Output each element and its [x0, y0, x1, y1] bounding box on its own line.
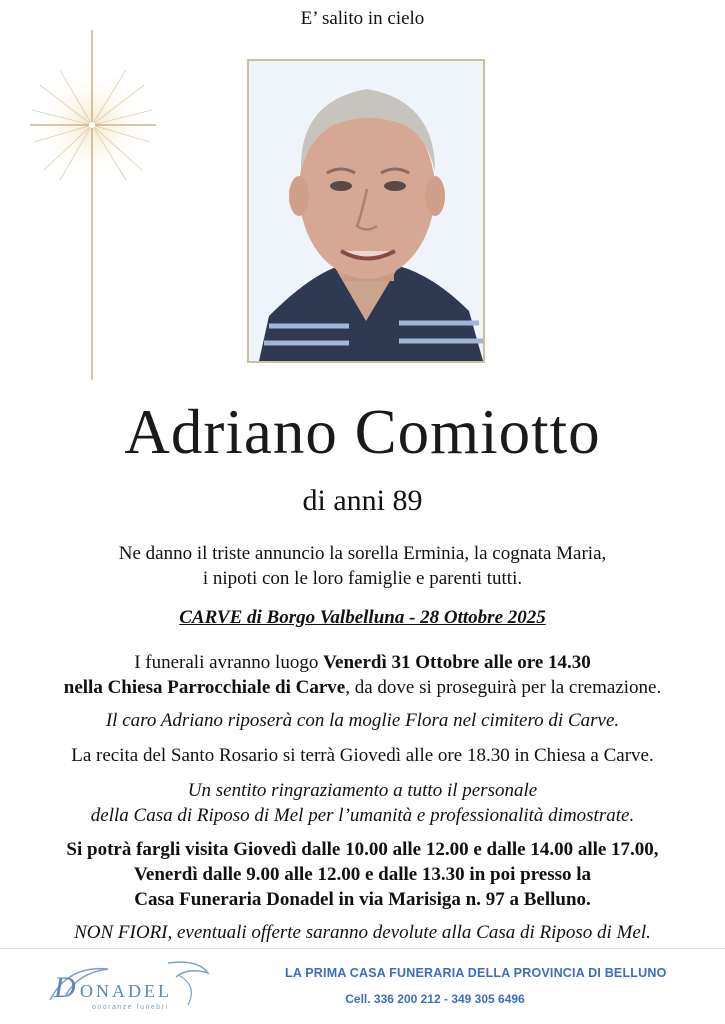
deceased-age: di anni 89 — [302, 484, 423, 517]
portrait-photo — [247, 59, 485, 363]
svg-text:onoranze funebri: onoranze funebri — [92, 1004, 169, 1011]
rosary-note: La recita del Santo Rosario si terrà Giovedì alle ore 18.30 in Chiesa a Carve. — [71, 745, 654, 766]
funeral-details — [0, 650, 725, 700]
thanks-note — [0, 778, 725, 828]
announcement-line-1: Ne danno il triste annuncio la sorella Erminia, la cognata Maria, — [118, 543, 607, 564]
funeral-church: nella Chiesa Parrocchiale di Carve — [63, 677, 346, 698]
visiting-line-1: Si potrà fargli visita Giovedì dalle 10.00 alle 12.00 e dalle 14.00 alle 17.00, — [66, 839, 659, 860]
visiting-line-2: Venerdì dalle 9.00 alle 12.00 e dalle 13.30 in poi presso la — [133, 864, 592, 885]
deceased-name: Adriano Comiotto — [124, 397, 601, 467]
thanks-line-1: Un sentito ringraziamento a tutto il personale — [187, 780, 538, 801]
burial-note: Il caro Adriano riposerà con la moglie Flora nel cimitero di Carve. — [105, 710, 620, 731]
footer-phone: Cell. 336 200 212 - 349 305 6496 — [345, 992, 525, 1006]
place-date-text: CARVE di Borgo Valbelluna - 28 Ottobre 2025 — [179, 607, 546, 628]
svg-text:D: D — [54, 971, 79, 1004]
donadel-logo — [48, 955, 218, 1017]
footer-tagline: LA PRIMA CASA FUNERARIA DELLA PROVINCIA DI BELLUNO — [285, 966, 667, 980]
announcement-line-2: i nipoti con le loro famiglie e parenti tutti. — [202, 568, 523, 589]
heading: E’ salito in cielo — [300, 8, 425, 29]
no-flowers-note: NON FIORI, eventuali offerte saranno devolute alla Casa di Riposo di Mel. — [74, 922, 651, 943]
svg-text:ONADEL: ONADEL — [80, 981, 172, 1001]
thanks-line-2: della Casa di Riposo di Mel per l’umanità e professionalità dimostrate. — [90, 805, 635, 826]
star-cross-icon — [30, 30, 160, 380]
funeral-intro: I funerali avranno luogo — [134, 652, 324, 673]
visiting-line-3: Casa Funeraria Donadel in via Marisiga n. 97 a Belluno. — [134, 889, 591, 910]
announcement — [0, 541, 725, 591]
portrait-illustration — [249, 61, 483, 361]
funeral-date: Venerdì 31 Ottobre alle ore 14.30 — [323, 652, 591, 673]
funeral-cremation: , da dove si proseguirà per la cremazione. — [345, 677, 662, 698]
place-date — [0, 605, 725, 630]
footer-divider — [0, 948, 725, 949]
visiting-hours — [0, 837, 725, 912]
